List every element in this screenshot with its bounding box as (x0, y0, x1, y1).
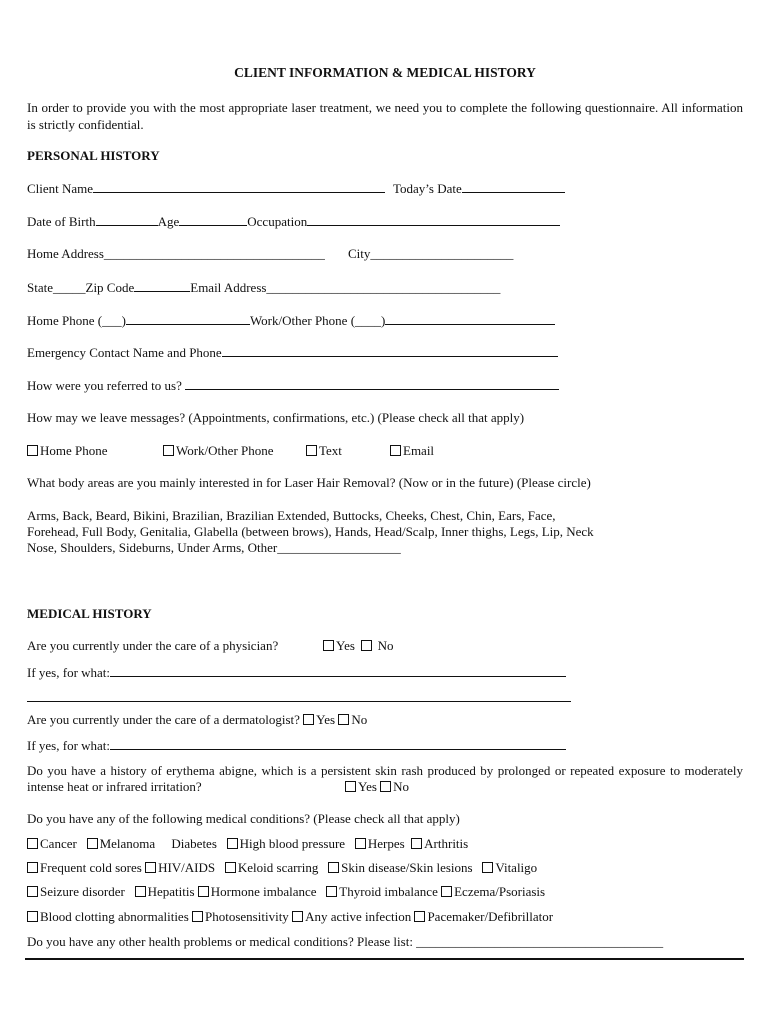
condition-arthritis[interactable] (411, 836, 468, 852)
work-phone-label[interactable]: Work/Other Phone (____) (249, 313, 386, 328)
physician-no-checkbox[interactable] (361, 640, 372, 651)
condition-high-blood-pressure[interactable] (227, 836, 345, 852)
checkbox[interactable] (326, 886, 337, 897)
checkbox[interactable] (198, 886, 209, 897)
condition-label: Frequent cold sores (40, 860, 142, 875)
checkbox[interactable] (87, 838, 98, 849)
condition-label: Herpes (367, 836, 405, 851)
condition-hepatitis[interactable] (135, 884, 195, 900)
condition-label: High blood pressure (239, 836, 346, 851)
condition-label: Blood clotting abnormalities (40, 909, 189, 924)
age-label: Age (157, 214, 180, 229)
condition-label: Hepatitis (147, 884, 195, 899)
condition-seizure[interactable] (27, 884, 125, 900)
personal-history-heading: PERSONAL HISTORY (27, 148, 160, 163)
physician-if-yes-row (27, 664, 566, 681)
checkbox[interactable] (135, 886, 146, 897)
intro-text: In order to provide you with the most appropriate laser treatment, we need you to complete the following questionnaire. All information is strictly confidential. (27, 100, 743, 132)
conditions-row-3 (27, 884, 545, 900)
condition-label: Keloid scarring (237, 860, 319, 875)
condition-label: HIV/AIDS (158, 860, 216, 875)
condition-label: Any active infection (305, 909, 412, 924)
condition-vitaligo[interactable] (482, 860, 537, 876)
body-areas-line[interactable]: Forehead, Full Body, Genitalia, Glabella (between brows), Hands, Head/Scalp, Inner thighs, Legs, Lip, Neck (27, 524, 594, 539)
occupation-field[interactable] (307, 213, 560, 226)
conditions-question: Do you have any of the following medical conditions? (Please check all that apply) (27, 811, 460, 826)
physician-options (323, 638, 394, 654)
conditions-row-4 (27, 909, 553, 925)
work-phone-field[interactable] (385, 312, 555, 325)
message-option-text[interactable] (306, 443, 342, 459)
home-phone-field[interactable] (126, 312, 250, 325)
zip-label: Zip Code (85, 280, 135, 295)
condition-label: Diabetes (171, 836, 217, 851)
condition-label: Arthritis (424, 836, 469, 851)
work-phone-checkbox[interactable] (163, 445, 174, 456)
condition-thyroid[interactable] (326, 884, 438, 900)
checkbox[interactable] (355, 838, 366, 849)
condition-label: Cancer (40, 836, 77, 851)
condition-eczema[interactable] (441, 884, 545, 900)
checkbox[interactable] (192, 911, 203, 922)
home-phone-label[interactable]: Home Phone (___) (27, 313, 126, 328)
todays-date-row (393, 180, 565, 197)
body-areas-line[interactable]: Arms, Back, Beard, Bikini, Brazilian, Brazilian Extended, Buttocks, Cheeks, Chest, Chin, Ears, Face, (27, 508, 556, 523)
city-row (348, 246, 513, 262)
checkbox[interactable] (441, 886, 452, 897)
physician-if-yes-field[interactable] (110, 664, 566, 677)
checkbox[interactable] (27, 838, 38, 849)
condition-blood-clotting[interactable] (27, 909, 189, 925)
condition-keloid[interactable] (225, 860, 319, 876)
dob-row (27, 213, 560, 230)
condition-hiv-aids[interactable] (145, 860, 215, 876)
derm-yes-checkbox[interactable] (303, 714, 314, 725)
condition-label: Skin disease/Skin lesions (341, 860, 473, 875)
form-title: CLIENT INFORMATION & MEDICAL HISTORY (234, 65, 536, 80)
erythema-yes-checkbox[interactable] (345, 781, 356, 792)
dob-label: Date of Birth (27, 214, 96, 229)
condition-cold-sores[interactable] (27, 860, 142, 876)
emergency-field[interactable] (222, 344, 558, 357)
checkbox[interactable] (225, 862, 236, 873)
no-label: No (377, 638, 394, 653)
state-zip-email-row (27, 279, 500, 296)
checkbox[interactable] (411, 838, 422, 849)
derm-if-yes-row (27, 737, 566, 754)
text-option-label: Text (319, 443, 342, 458)
condition-melanoma[interactable] (87, 836, 156, 852)
email-label[interactable]: Email Address____________________________________ (190, 280, 501, 295)
erythema-options (345, 779, 409, 795)
condition-label: Photosensitivity (205, 909, 289, 924)
message-option-work[interactable] (163, 443, 274, 459)
condition-label: Vitaligo (495, 860, 538, 875)
home-phone-option-label: Home Phone (40, 443, 108, 458)
dob-field[interactable] (96, 213, 158, 226)
emergency-row (27, 344, 558, 361)
other-conditions-question[interactable]: Do you have any other health problems or medical conditions? Please list: ______________________________________ (27, 934, 664, 949)
text-checkbox[interactable] (306, 445, 317, 456)
todays-date-field[interactable] (462, 180, 565, 193)
home-address-label[interactable]: Home Address__________________________________ (27, 246, 325, 261)
client-name-field[interactable] (93, 180, 385, 193)
condition-photosensitivity[interactable] (192, 909, 289, 925)
medical-history-heading: MEDICAL HISTORY (27, 606, 152, 621)
checkbox[interactable] (27, 862, 38, 873)
dermatologist-question: Are you currently under the care of a dermatologist? (27, 712, 300, 727)
bottom-divider (25, 958, 744, 960)
client-name-label: Client Name (27, 181, 94, 196)
work-phone-option-label: Work/Other Phone (176, 443, 274, 458)
condition-hormone[interactable] (198, 884, 317, 900)
checkbox[interactable] (145, 862, 156, 873)
message-option-home[interactable] (27, 443, 108, 459)
condition-label: Seizure disorder (40, 884, 125, 899)
yes-label: Yes (358, 779, 377, 794)
checkbox[interactable] (292, 911, 303, 922)
todays-date-label: Today’s Date (393, 181, 462, 196)
referred-field[interactable] (185, 377, 559, 390)
condition-herpes[interactable] (355, 836, 405, 852)
conditions-row-2 (27, 860, 537, 876)
checkbox[interactable] (27, 911, 38, 922)
home-address-row (27, 246, 325, 262)
referred-label: How were you referred to us? (27, 378, 182, 393)
condition-label: Pacemaker/Defibrillator (427, 909, 554, 924)
body-areas-question: What body areas are you mainly interested in for Laser Hair Removal? (Now or in the future) (Please circle) (27, 475, 591, 490)
condition-label: Thyroid imbalance (339, 884, 438, 899)
zip-field[interactable] (134, 279, 190, 292)
email-checkbox[interactable] (390, 445, 401, 456)
condition-pacemaker[interactable] (414, 909, 553, 925)
checkbox[interactable] (482, 862, 493, 873)
yes-label: Yes (316, 712, 336, 727)
if-yes-label: If yes, for what: (27, 738, 111, 753)
email-option-label: Email (403, 443, 435, 458)
erythema-no-checkbox[interactable] (380, 781, 391, 792)
condition-label: Hormone imbalance (210, 884, 317, 899)
city-label[interactable]: City______________________ (348, 246, 514, 261)
body-areas-line[interactable]: Nose, Shoulders, Sideburns, Under Arms, Other___________________ (27, 540, 401, 555)
condition-skin-disease[interactable] (328, 860, 472, 876)
checkbox[interactable] (27, 886, 38, 897)
occupation-label: Occupation (247, 214, 308, 229)
no-label: No (393, 779, 410, 794)
erythema-question-text: Do you have a history of erythema abigne, which is a persistent skin rash produced by prolonged or repeated exposure to moderately intense heat or infrared irritation? (27, 763, 743, 794)
condition-cancer[interactable] (27, 836, 77, 852)
checkbox[interactable] (414, 911, 425, 922)
condition-diabetes[interactable] (171, 836, 216, 852)
condition-active-infection[interactable] (292, 909, 411, 925)
yes-label: Yes (336, 638, 355, 653)
condition-label: Eczema/Psoriasis (454, 884, 546, 899)
no-label: No (351, 712, 368, 727)
messages-question: How may we leave messages? (Appointments, confirmations, etc.) (Please check all that apply) (27, 410, 525, 425)
checkbox[interactable] (227, 838, 238, 849)
emergency-label: Emergency Contact Name and Phone (27, 345, 222, 360)
checkbox[interactable] (328, 862, 339, 873)
physician-extra-line[interactable] (27, 701, 571, 702)
age-field[interactable] (179, 213, 247, 226)
derm-if-yes-field[interactable] (110, 737, 566, 750)
dermatologist-row (27, 712, 367, 728)
physician-yes-checkbox[interactable] (323, 640, 334, 651)
physician-question: Are you currently under the care of a physician? (27, 638, 279, 653)
client-name-row (27, 180, 385, 197)
referred-row (27, 377, 559, 394)
conditions-row-1 (27, 836, 468, 852)
message-option-email[interactable] (390, 443, 434, 459)
state-label[interactable]: State_____ (27, 280, 86, 295)
phone-row (27, 312, 555, 329)
body-areas-list (27, 508, 667, 556)
derm-no-checkbox[interactable] (338, 714, 349, 725)
if-yes-label: If yes, for what: (27, 665, 111, 680)
home-phone-checkbox[interactable] (27, 445, 38, 456)
condition-label: Melanoma (99, 836, 156, 851)
